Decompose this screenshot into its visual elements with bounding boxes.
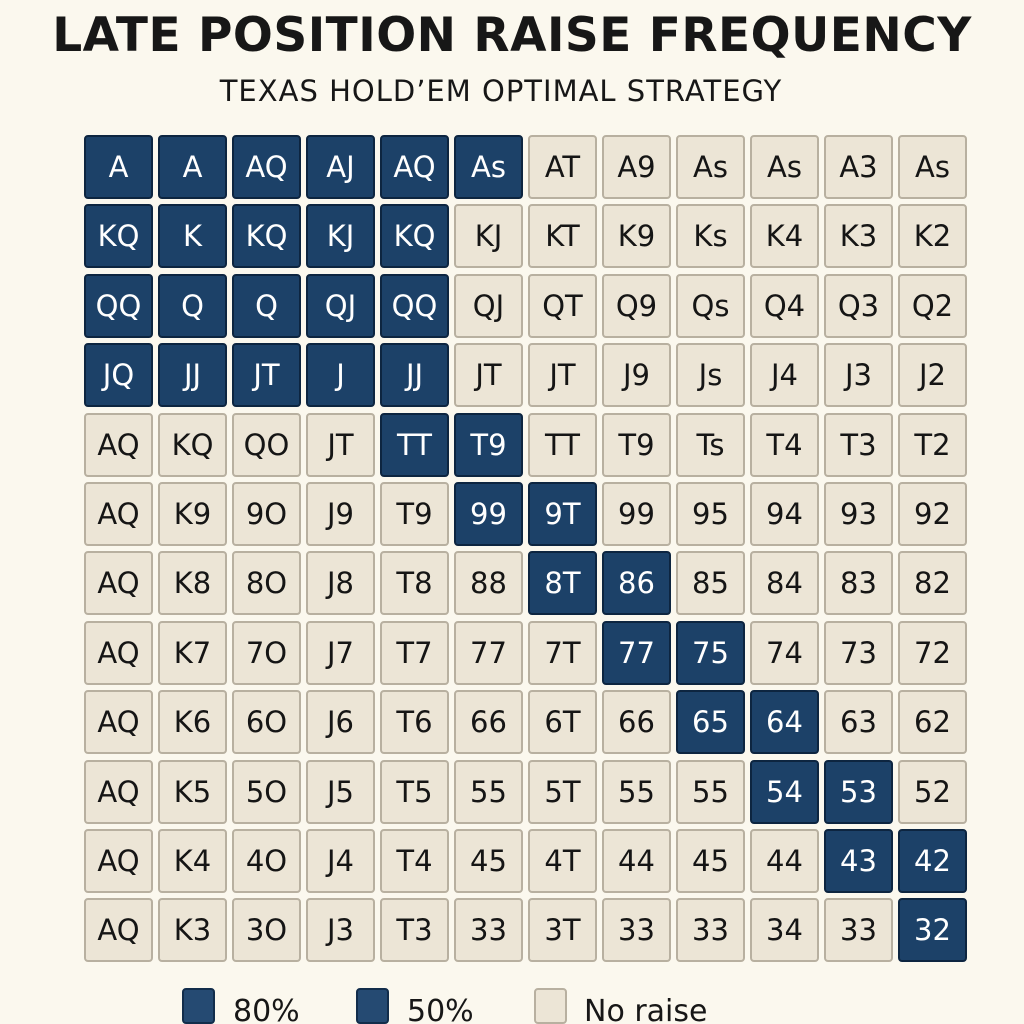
hand-cell: A3 (824, 135, 893, 199)
hand-cell: KQ (84, 204, 153, 268)
hand-cell: 66 (602, 690, 671, 754)
hand-cell: K6 (158, 690, 227, 754)
hand-cell: 63 (824, 690, 893, 754)
hand-cell: AQ (84, 482, 153, 546)
hand-cell: AQ (380, 135, 449, 199)
hand-cell: T9 (602, 413, 671, 477)
hand-cell: J (306, 343, 375, 407)
hand-cell: 34 (750, 898, 819, 962)
hand-cell: QQ (380, 274, 449, 338)
hand-cell: 8O (232, 551, 301, 615)
legend-label-no-raise: No raise (584, 994, 708, 1024)
legend-item-no-raise (534, 988, 707, 1024)
hand-cell: 9O (232, 482, 301, 546)
hand-cell: 95 (676, 482, 745, 546)
hand-cell: J6 (306, 690, 375, 754)
hand-cell: As (676, 135, 745, 199)
hand-cell: 5O (232, 760, 301, 824)
hand-cell: KQ (232, 204, 301, 268)
hand-cell: AQ (84, 621, 153, 685)
hand-cell: Q (232, 274, 301, 338)
legend-swatch-80 (182, 988, 215, 1024)
hand-cell: T4 (380, 829, 449, 893)
hand-cell: 65 (676, 690, 745, 754)
hand-cell: J5 (306, 760, 375, 824)
hand-cell: 66 (454, 690, 523, 754)
hand-cell: Q (158, 274, 227, 338)
hand-cell: AQ (84, 413, 153, 477)
legend-swatch-no-raise (534, 988, 567, 1024)
hand-cell: As (750, 135, 819, 199)
hand-cell: QT (528, 274, 597, 338)
hand-cell: QQ (84, 274, 153, 338)
hand-cell: T8 (380, 551, 449, 615)
hand-cell: K9 (602, 204, 671, 268)
hand-cell: TT (380, 413, 449, 477)
hand-cell: T9 (454, 413, 523, 477)
hand-cell: JT (232, 343, 301, 407)
hand-cell: 7O (232, 621, 301, 685)
legend-label-50: 50% (407, 994, 474, 1024)
hand-cell: 88 (454, 551, 523, 615)
hand-cell: 6T (528, 690, 597, 754)
hand-cell: J7 (306, 621, 375, 685)
hand-cell: 75 (676, 621, 745, 685)
hand-cell: 45 (454, 829, 523, 893)
hand-cell: 33 (676, 898, 745, 962)
hand-cell: J3 (306, 898, 375, 962)
hand-cell: QO (232, 413, 301, 477)
hand-cell: As (898, 135, 967, 199)
hand-cell: 55 (676, 760, 745, 824)
hand-cell: 94 (750, 482, 819, 546)
hand-cell: K2 (898, 204, 967, 268)
legend-label-80: 80% (233, 994, 300, 1024)
hand-cell: 84 (750, 551, 819, 615)
hand-cell: Q4 (750, 274, 819, 338)
hand-cell: JQ (84, 343, 153, 407)
hand-cell: AQ (84, 551, 153, 615)
hand-cell: 92 (898, 482, 967, 546)
hand-cell: A9 (602, 135, 671, 199)
hand-cell: Js (676, 343, 745, 407)
hand-cell: 55 (454, 760, 523, 824)
hand-cell: AQ (232, 135, 301, 199)
hand-cell: 32 (898, 898, 967, 962)
hand-cell: 33 (454, 898, 523, 962)
hand-cell: J9 (602, 343, 671, 407)
hand-cell: K9 (158, 482, 227, 546)
hand-grid (84, 135, 971, 964)
hand-cell: Q9 (602, 274, 671, 338)
hand-cell: 54 (750, 760, 819, 824)
hand-cell: QJ (454, 274, 523, 338)
hand-cell: K4 (158, 829, 227, 893)
hand-cell: K3 (158, 898, 227, 962)
hand-cell: AQ (84, 829, 153, 893)
chart-subtitle: TEXAS HOLD’EM OPTIMAL STRATEGY (219, 74, 783, 108)
hand-cell: K (158, 204, 227, 268)
hand-cell: 4O (232, 829, 301, 893)
hand-cell: 53 (824, 760, 893, 824)
hand-cell: T2 (898, 413, 967, 477)
hand-cell: 8T (528, 551, 597, 615)
legend-item-50 (356, 988, 474, 1024)
hand-cell: AQ (84, 760, 153, 824)
hand-cell: 73 (824, 621, 893, 685)
hand-cell: K5 (158, 760, 227, 824)
hand-cell: 6O (232, 690, 301, 754)
hand-cell: 33 (824, 898, 893, 962)
hand-cell: Q2 (898, 274, 967, 338)
hand-cell: JT (306, 413, 375, 477)
hand-cell: KQ (158, 413, 227, 477)
chart-title: LATE POSITION RAISE FREQUENCY (52, 8, 972, 63)
hand-cell: K8 (158, 551, 227, 615)
hand-cell: KT (528, 204, 597, 268)
hand-cell: KJ (306, 204, 375, 268)
hand-cell: T5 (380, 760, 449, 824)
hand-cell: AT (528, 135, 597, 199)
hand-cell: As (454, 135, 523, 199)
hand-cell: T9 (380, 482, 449, 546)
hand-cell: J2 (898, 343, 967, 407)
hand-cell: K4 (750, 204, 819, 268)
hand-cell: 62 (898, 690, 967, 754)
legend-item-80 (182, 988, 300, 1024)
hand-cell: 72 (898, 621, 967, 685)
hand-cell: A (158, 135, 227, 199)
hand-cell: 44 (602, 829, 671, 893)
hand-cell: Q3 (824, 274, 893, 338)
hand-cell: T3 (824, 413, 893, 477)
hand-cell: T6 (380, 690, 449, 754)
hand-cell: 44 (750, 829, 819, 893)
hand-cell: 64 (750, 690, 819, 754)
hand-cell: 77 (602, 621, 671, 685)
hand-cell: 52 (898, 760, 967, 824)
hand-cell: Ks (676, 204, 745, 268)
hand-cell: 82 (898, 551, 967, 615)
hand-cell: J4 (306, 829, 375, 893)
hand-cell: 77 (454, 621, 523, 685)
hand-cell: AQ (84, 690, 153, 754)
hand-cell: 43 (824, 829, 893, 893)
hand-cell: 9T (528, 482, 597, 546)
hand-cell: 93 (824, 482, 893, 546)
hand-cell: 99 (454, 482, 523, 546)
legend-swatch-50 (356, 988, 389, 1024)
hand-cell: KQ (380, 204, 449, 268)
hand-cell: KJ (454, 204, 523, 268)
hand-cell: JJ (380, 343, 449, 407)
hand-cell: JJ (158, 343, 227, 407)
hand-cell: K3 (824, 204, 893, 268)
hand-cell: 33 (602, 898, 671, 962)
hand-cell: 5T (528, 760, 597, 824)
hand-cell: Qs (676, 274, 745, 338)
hand-cell: TT (528, 413, 597, 477)
hand-cell: T7 (380, 621, 449, 685)
hand-cell: 45 (676, 829, 745, 893)
hand-cell: 3O (232, 898, 301, 962)
hand-cell: 86 (602, 551, 671, 615)
hand-cell: 42 (898, 829, 967, 893)
hand-cell: QJ (306, 274, 375, 338)
hand-cell: T3 (380, 898, 449, 962)
hand-cell: 74 (750, 621, 819, 685)
hand-cell: K7 (158, 621, 227, 685)
hand-cell: J8 (306, 551, 375, 615)
hand-cell: J3 (824, 343, 893, 407)
hand-cell: 3T (528, 898, 597, 962)
hand-cell: JT (454, 343, 523, 407)
hand-cell: T4 (750, 413, 819, 477)
hand-cell: A (84, 135, 153, 199)
hand-cell: 55 (602, 760, 671, 824)
hand-cell: 99 (602, 482, 671, 546)
hand-cell: AJ (306, 135, 375, 199)
hand-cell: J4 (750, 343, 819, 407)
hand-cell: 4T (528, 829, 597, 893)
hand-cell: JT (528, 343, 597, 407)
hand-cell: Ts (676, 413, 745, 477)
hand-cell: AQ (84, 898, 153, 962)
hand-cell: 7T (528, 621, 597, 685)
hand-cell: J9 (306, 482, 375, 546)
hand-cell: 85 (676, 551, 745, 615)
hand-cell: 83 (824, 551, 893, 615)
